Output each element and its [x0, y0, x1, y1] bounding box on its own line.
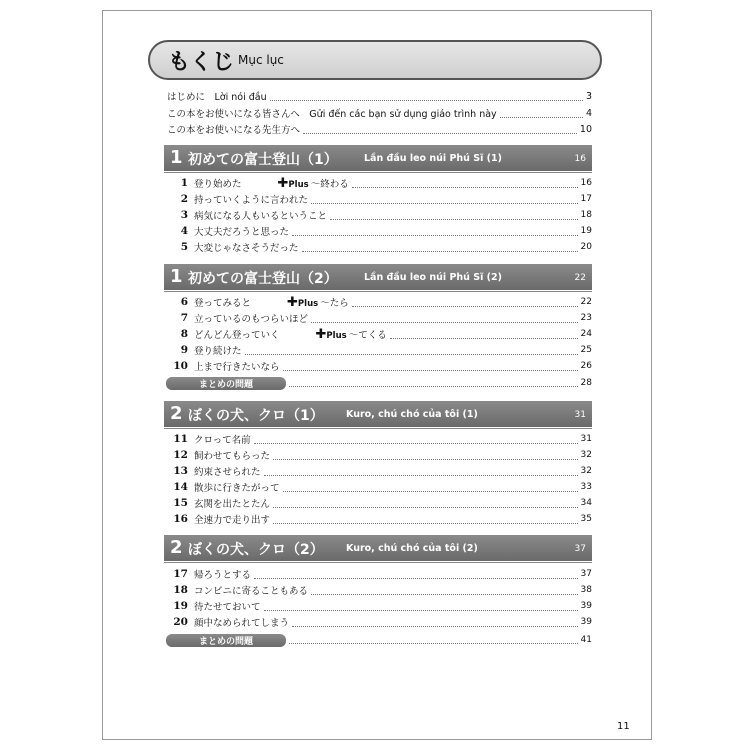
intro-label: この本をお使いになる皆さんへ Gửi đến các bạn sử dụng giáo trình này: [167, 109, 497, 120]
intro-page: 4: [585, 107, 592, 119]
toc-subtitle: Mục lục: [238, 53, 284, 67]
section-page: 16: [574, 154, 586, 164]
dot-leader: [273, 499, 578, 508]
dot-leader: [270, 92, 583, 101]
toc-item: [166, 511, 592, 527]
toc-item: [166, 223, 592, 239]
dot-leader: [254, 570, 578, 579]
dot-leader: [289, 379, 578, 387]
intro-line: [167, 121, 592, 137]
item-label: 飼わせてもらった: [194, 451, 271, 462]
section-page: 37: [574, 544, 586, 554]
item-label: 上まで行きたいなら: [194, 362, 280, 373]
item-label: 全速力で走り出す: [194, 515, 271, 526]
section-title: ぼくの犬、クロ（1）: [188, 408, 324, 424]
item-number: 15: [173, 497, 188, 509]
plus-tail: ～てくる: [348, 329, 387, 341]
section-header: [164, 145, 592, 171]
item-page: 18: [580, 210, 592, 220]
item-number: 1: [180, 177, 188, 189]
item-label: 顔中なめられてしまう: [194, 618, 290, 629]
plus-cross-icon: ✚: [315, 326, 327, 342]
toc-item: [166, 495, 592, 511]
toc-item: [166, 566, 592, 582]
toc-item: [166, 598, 592, 614]
item-page: 24: [580, 329, 592, 339]
plus-note: [278, 176, 349, 191]
toc-title: もくじ: [168, 50, 235, 75]
toc-item: [166, 207, 592, 223]
dot-leader: [264, 602, 578, 611]
item-page: 33: [580, 482, 592, 492]
toc-item: [166, 358, 592, 374]
item-label: 大丈夫だろうと思った: [194, 227, 290, 238]
divider: [164, 291, 592, 292]
dot-leader: [292, 618, 578, 627]
dot-leader: [303, 125, 577, 134]
dot-leader: [273, 451, 578, 460]
item-label: 散歩に行きたがって: [194, 483, 280, 494]
toc-item: [166, 294, 592, 310]
intro-page: 3: [585, 90, 592, 102]
plus-tail: ～終わる: [310, 178, 349, 190]
item-page: 37: [580, 569, 592, 579]
item-page: 31: [580, 434, 592, 444]
item-label: 約束させられた: [194, 467, 261, 478]
section-title: ぼくの犬、クロ（2）: [188, 542, 324, 558]
intro-label: この本をお使いになる先生方へ: [167, 125, 301, 136]
section-number: 1: [170, 147, 183, 168]
item-page: 39: [580, 617, 592, 627]
section-title: 初めての富士登山（2）: [188, 271, 338, 287]
item-label: 大変じゃなさそうだった: [194, 243, 299, 254]
item-page: 32: [580, 466, 592, 476]
item-page: 38: [580, 585, 592, 595]
dot-leader: [352, 298, 578, 307]
item-number: 10: [173, 360, 188, 372]
item-page: 25: [580, 345, 592, 355]
section-subtitle: Lần đầu leo núi Phú Sĩ (1): [364, 153, 502, 164]
dot-leader: [330, 211, 578, 220]
section-page: 31: [574, 410, 586, 420]
page-number: 11: [617, 721, 630, 732]
section-header: [164, 264, 592, 290]
section-header: [164, 401, 592, 427]
item-page: 32: [580, 450, 592, 460]
item-number: 11: [173, 433, 188, 445]
dot-leader: [254, 435, 578, 444]
item-label: 病気になる人もいるということ: [194, 211, 328, 222]
review-label: まとめの問題: [166, 377, 286, 390]
item-page: 19: [580, 226, 592, 236]
dot-leader: [352, 179, 578, 188]
section-title: 初めての富士登山（1）: [188, 152, 338, 168]
item-label: 持っていくように言われた: [194, 195, 309, 206]
plus-tail: ～たら: [320, 297, 349, 309]
section-number: 1: [170, 266, 183, 287]
item-label: 登ってみると: [194, 298, 252, 309]
intro-line: [167, 105, 592, 121]
item-page: 22: [580, 297, 592, 307]
toc-item: [166, 326, 592, 342]
plus-cross-icon: ✚: [277, 175, 289, 191]
intro-label: はじめに Lời nói đầu: [167, 92, 267, 103]
item-page: 34: [580, 498, 592, 508]
dot-leader: [283, 483, 578, 492]
review-page: 41: [580, 635, 592, 645]
toc-item: [166, 175, 592, 191]
review-page: 28: [580, 378, 592, 388]
toc-item: [166, 447, 592, 463]
section-page: 22: [574, 273, 586, 283]
section-number: 2: [170, 537, 183, 558]
item-number: 16: [173, 513, 188, 525]
plus-cross-icon: ✚: [287, 294, 298, 310]
intro-line: [167, 88, 592, 104]
item-number: 2: [180, 193, 188, 205]
item-label: どんどん登っていく: [194, 330, 280, 341]
dot-leader: [264, 467, 578, 476]
toc-item: [166, 582, 592, 598]
dot-leader: [500, 109, 583, 118]
dot-leader: [289, 636, 578, 644]
dot-leader: [245, 346, 578, 355]
item-label: クロって名前: [194, 435, 251, 446]
item-number: 13: [173, 465, 188, 477]
item-label: 待たせておいて: [194, 602, 261, 613]
divider: [164, 428, 592, 429]
toc-item: [166, 239, 592, 255]
dot-leader: [311, 314, 578, 323]
divider: [164, 172, 592, 173]
item-page: 35: [580, 514, 592, 524]
review-label: まとめの問題: [166, 634, 286, 647]
item-page: 23: [580, 313, 592, 323]
item-number: 3: [180, 209, 188, 221]
dot-leader: [273, 515, 578, 524]
section-subtitle: Lần đầu leo núi Phú Sĩ (2): [364, 272, 502, 283]
toc-item: [166, 342, 592, 358]
item-page: 39: [580, 601, 592, 611]
item-number: 14: [173, 481, 188, 493]
item-number: 18: [173, 584, 188, 596]
section-header: [164, 535, 592, 561]
plus-note: [316, 327, 387, 342]
item-number: 9: [180, 344, 188, 356]
review-row: [166, 376, 592, 390]
toc-item: [166, 191, 592, 207]
dot-leader: [283, 362, 578, 371]
toc-item: [166, 479, 592, 495]
item-page: 17: [580, 194, 592, 204]
item-number: 5: [180, 241, 188, 253]
item-number: 17: [173, 568, 188, 580]
item-label: 登り始めた: [194, 179, 242, 190]
item-label: 玄関を出たとたん: [194, 499, 271, 510]
item-label: 帰ろうとする: [194, 570, 252, 581]
item-number: 8: [180, 328, 188, 340]
dot-leader: [311, 195, 578, 204]
item-number: 20: [173, 616, 188, 628]
item-number: 6: [180, 296, 188, 308]
toc-item: [166, 614, 592, 630]
item-label: 立っているのもつらいほど: [194, 314, 309, 325]
dot-leader: [311, 586, 578, 595]
dot-leader: [390, 330, 578, 339]
item-number: 4: [180, 225, 188, 237]
section-number: 2: [170, 403, 183, 424]
dot-leader: [302, 243, 578, 252]
plus-word: Plus: [297, 298, 319, 309]
plus-word: Plus: [288, 179, 309, 190]
toc-item: [166, 463, 592, 479]
section-subtitle: Kuro, chú chó của tôi (1): [346, 409, 478, 420]
review-row: [166, 633, 592, 647]
section-subtitle: Kuro, chú chó của tôi (2): [346, 543, 478, 554]
item-label: 登り続けた: [194, 346, 242, 357]
dot-leader: [292, 227, 578, 236]
toc-title-bar: [148, 40, 602, 80]
item-number: 7: [180, 312, 188, 324]
plus-word: Plus: [326, 330, 347, 341]
toc-item: [166, 310, 592, 326]
item-label: コンビニに寄ることもある: [194, 586, 309, 597]
divider: [164, 562, 592, 563]
item-number: 19: [173, 600, 188, 612]
item-page: 20: [580, 242, 592, 252]
intro-page: 10: [579, 123, 592, 135]
toc-item: [166, 431, 592, 447]
plus-note: [287, 295, 349, 310]
item-page: 26: [580, 361, 592, 371]
item-page: 16: [580, 178, 592, 188]
item-number: 12: [173, 449, 188, 461]
